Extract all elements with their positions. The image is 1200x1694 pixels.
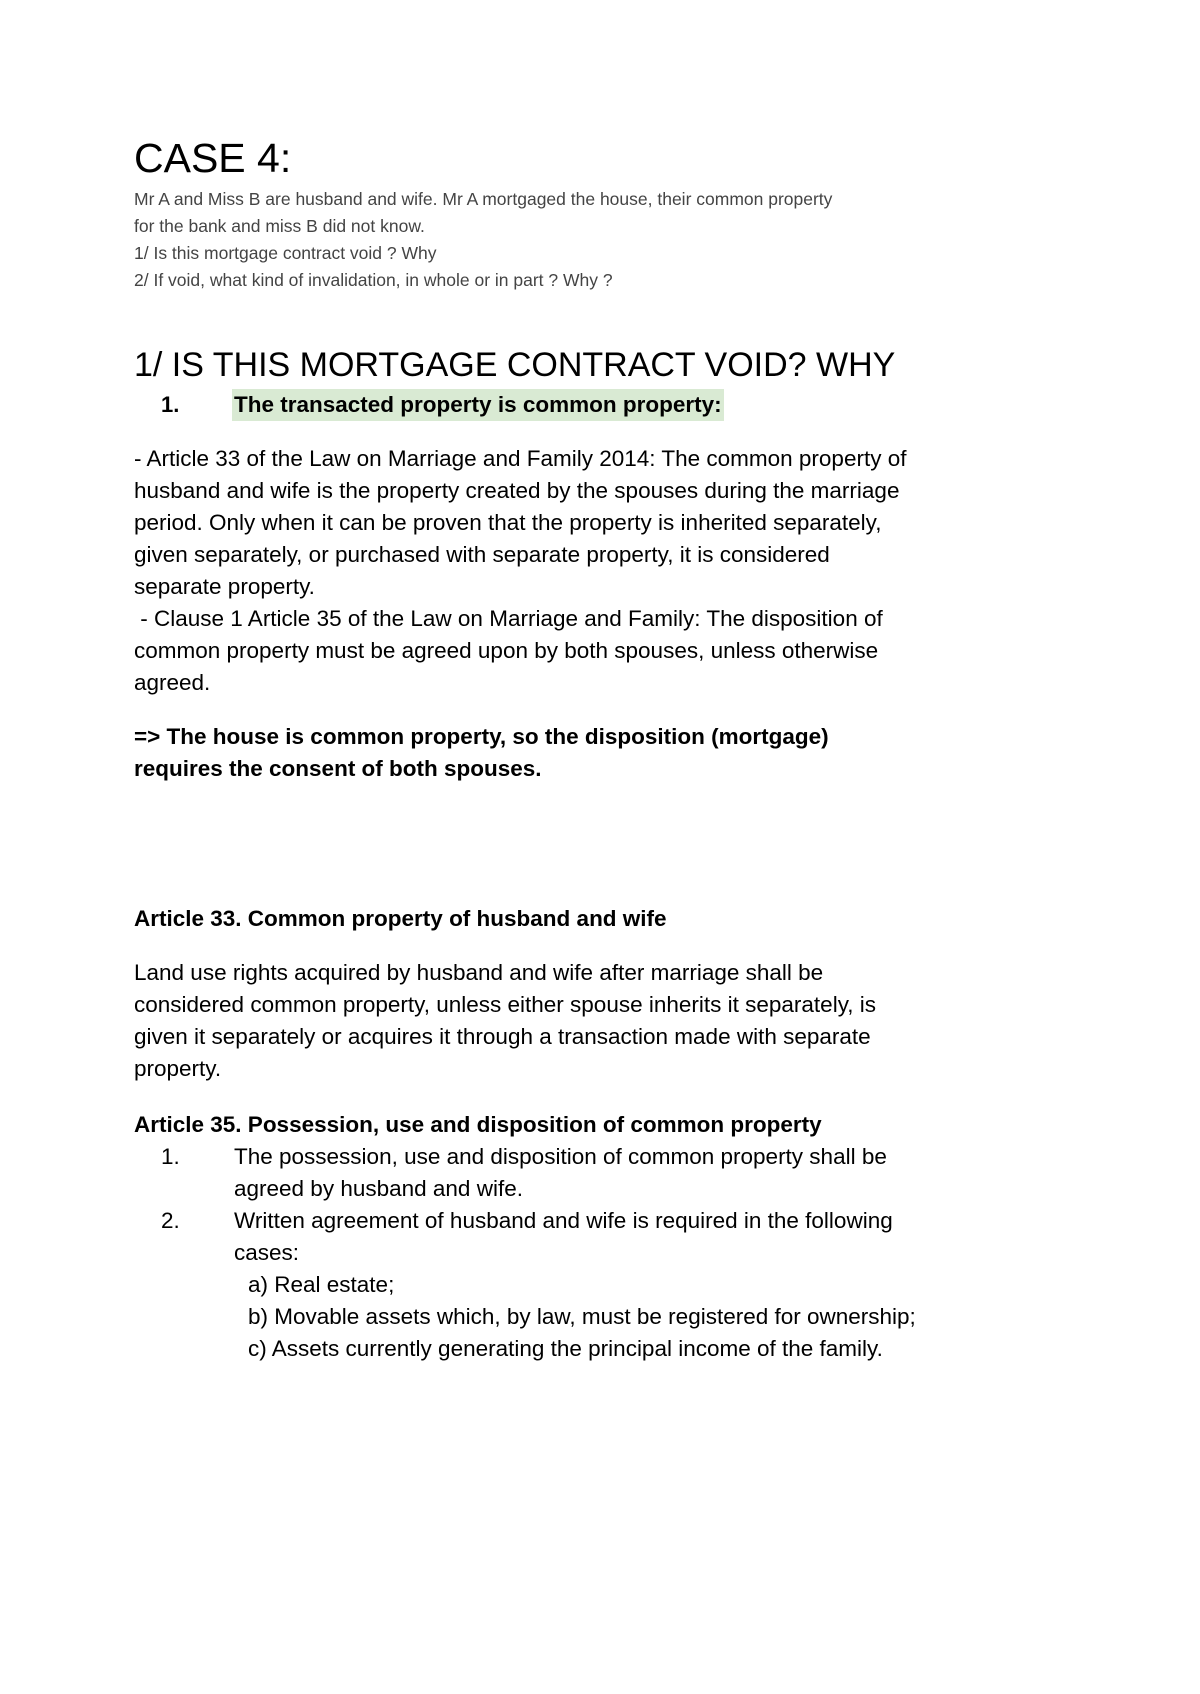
list-item-line: Written agreement of husband and wife is required in the following [234, 1208, 893, 1233]
intro-line: Mr A and Miss B are husband and wife. Mr A mortgaged the house, their common property [134, 189, 833, 209]
list-item-line: cases: [234, 1240, 300, 1265]
paragraph-line: agreed. [134, 670, 211, 695]
article33-line: property. [134, 1056, 222, 1081]
list-number: 2. [161, 1208, 180, 1233]
paragraph-line: - Article 33 of the Law on Marriage and Family 2014: The common property of [134, 446, 907, 471]
paragraph-line: - Clause 1 Article 35 of the Law on Marriage and Family: The disposition of [134, 606, 883, 631]
intro-line: 2/ If void, what kind of invalidation, in whole or in part ? Why ? [134, 270, 613, 290]
article33-heading: Article 33. Common property of husband and wife [134, 906, 667, 931]
conclusion-line: => The house is common property, so the disposition (mortgage) [134, 724, 829, 749]
article33-line: Land use rights acquired by husband and wife after marriage shall be [134, 960, 824, 985]
section-heading: 1/ IS THIS MORTGAGE CONTRACT VOID? WHY [134, 346, 896, 384]
sub-item: b) Movable assets which, by law, must be registered for ownership; [248, 1304, 916, 1329]
paragraph-line: period. Only when it can be proven that the property is inherited separately, [134, 510, 882, 535]
article33-line: given it separately or acquires it through a transaction made with separate [134, 1024, 871, 1049]
list-item-line: agreed by husband and wife. [234, 1176, 523, 1201]
list-item-line: The possession, use and disposition of common property shall be [234, 1144, 887, 1169]
paragraph-line: separate property. [134, 574, 315, 599]
paragraph-line: husband and wife is the property created by the spouses during the marriage [134, 478, 900, 503]
list-number: 1. [161, 1144, 180, 1169]
sub-item: c) Assets currently generating the principal income of the family. [248, 1336, 883, 1361]
paragraph-line: given separately, or purchased with separate property, it is considered [134, 542, 830, 567]
article35-heading: Article 35. Possession, use and disposition of common property [134, 1112, 822, 1137]
article33-line: considered common property, unless either spouse inherits it separately, is [134, 992, 877, 1017]
intro-line: for the bank and miss B did not know. [134, 216, 425, 236]
highlighted-point: The transacted property is common property: [232, 389, 724, 421]
list-number: 1. [161, 392, 180, 417]
sub-item: a) Real estate; [248, 1272, 395, 1297]
paragraph-line: common property must be agreed upon by both spouses, unless otherwise [134, 638, 879, 663]
conclusion-line: requires the consent of both spouses. [134, 756, 542, 781]
intro-line: 1/ Is this mortgage contract void ? Why [134, 243, 437, 263]
case-title: CASE 4: [134, 135, 292, 181]
